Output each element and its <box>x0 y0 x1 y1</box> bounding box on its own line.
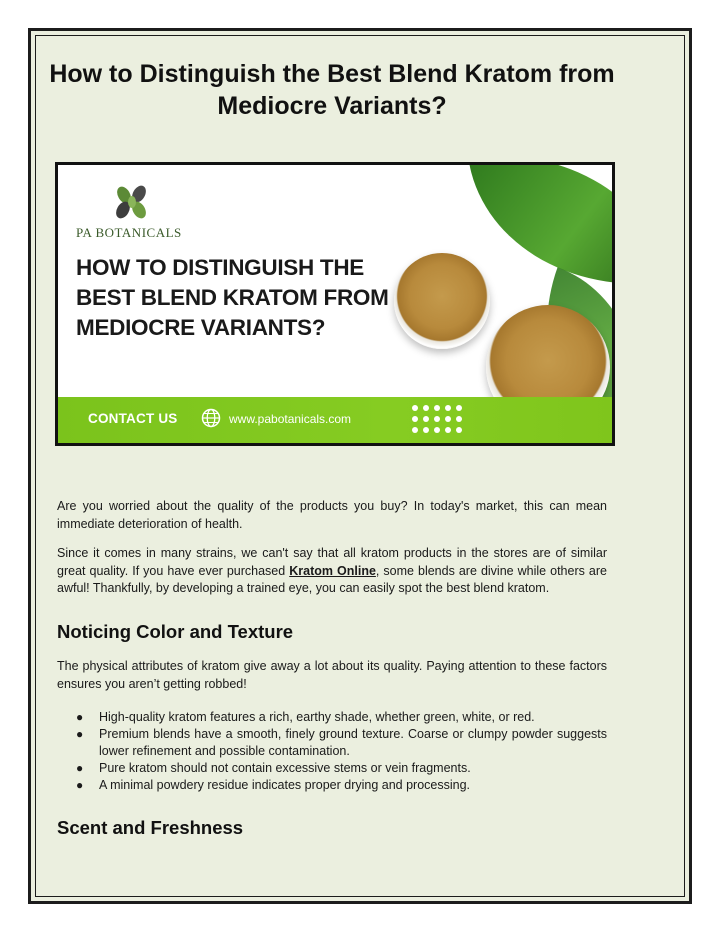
list-item <box>57 709 607 726</box>
bullet-icon: ● <box>76 727 84 741</box>
decorative-dot-grid <box>412 405 468 433</box>
list-item-text: Pure kratom should not contain excessive stems or vein fragments. <box>99 761 471 775</box>
kratom-bowl-small <box>394 253 490 349</box>
list-item-text: A minimal powdery residue indicates proper drying and processing. <box>99 778 471 792</box>
globe-icon <box>201 408 221 428</box>
section-heading-scent-freshness: Scent and Freshness <box>57 817 244 838</box>
list-item <box>57 777 607 794</box>
bullet-icon: ● <box>76 778 84 792</box>
list-item <box>57 726 607 760</box>
list-item <box>57 760 607 777</box>
brand-logo <box>76 183 188 241</box>
intro-paragraph-1: Are you worried about the quality of the products you buy? In today's market, this can mean immediate deterioration of health. <box>57 499 607 531</box>
hero-banner <box>55 162 615 446</box>
banner-headline: HOW TO DISTINGUISH THE BEST BLEND KRATOM FROM MEDIOCRE VARIANTS? <box>76 255 389 340</box>
intro-paragraph-2 <box>57 545 607 598</box>
document-title: How to Distinguish the Best Blend Kratom from Mediocre Variants? <box>49 60 615 120</box>
website-url: www.pabotanicals.com <box>229 412 352 426</box>
bullet-icon: ● <box>76 761 84 775</box>
contact-us-label: CONTACT US <box>88 411 178 426</box>
section-heading-color-texture: Noticing Color and Texture <box>57 621 294 642</box>
intro-p2-text-before: Since it comes in many strains, we can't say that all kratom products in the stores are of similar great quality. If you have ever purchased <box>57 546 607 578</box>
leaf-cluster-logo-icon <box>112 183 152 223</box>
list-item-text: Premium blends have a smooth, finely ground texture. Coarse or clumpy powder suggests lower refinement and possible contamination. <box>99 727 607 758</box>
kratom-online-link[interactable]: Kratom Online <box>289 563 376 578</box>
bullet-icon: ● <box>76 710 84 724</box>
quality-bullet-list <box>57 709 607 794</box>
section1-paragraph: The physical attributes of kratom give away a lot about its quality. Paying attention to these factors ensures you aren’t getting robbed! <box>57 659 607 691</box>
list-item-text: High-quality kratom features a rich, earthy shade, whether green, white, or red. <box>99 710 535 724</box>
brand-name: PA BOTANICALS <box>76 225 182 240</box>
leaf-image-top <box>468 162 615 307</box>
intro-p2-text-after: , some blends are divine while others are awful! Thankfully, by developing a trained eye, you can easily spot the best blend kratom. <box>57 563 607 595</box>
